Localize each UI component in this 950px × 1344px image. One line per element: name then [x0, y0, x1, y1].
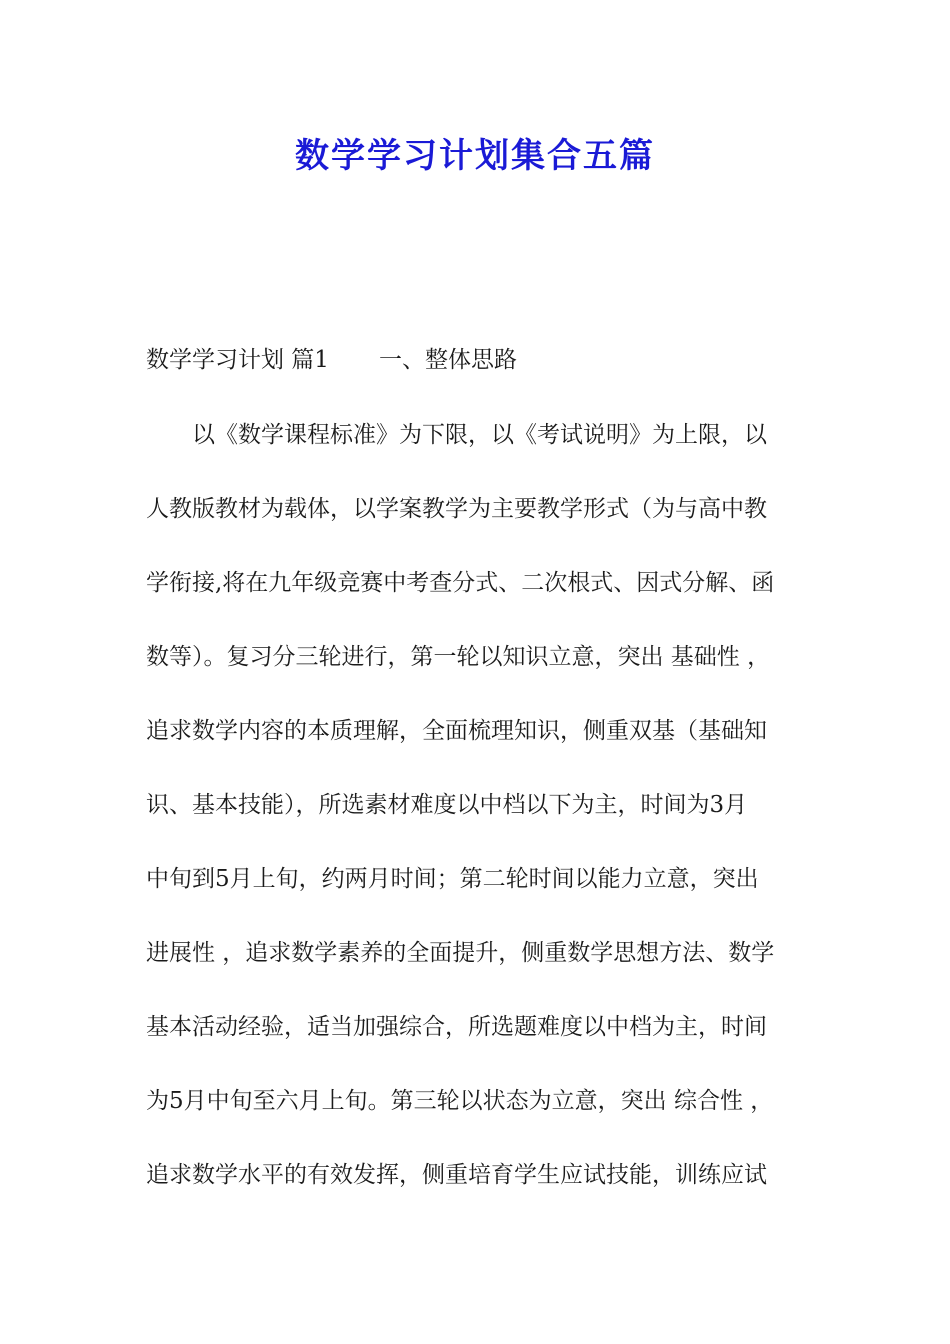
body-line: 基本活动经验，适当加强综合，所选题难度以中档为主，时间 [146, 1014, 767, 1040]
body-line: 为5月中旬至六月上旬。第三轮以状态为立意，突出 综合性 ， [146, 1088, 774, 1114]
body-line: 追求数学内容的本质理解，全面梳理知识，侧重双基（基础知 [146, 718, 767, 744]
section-heading-line [146, 345, 826, 375]
body-line: 中旬到5月上旬，约两月时间；第二轮时间以能力立意，突出 [146, 866, 759, 892]
body-line: 识、基本技能），所选素材难度以中档以下为主，时间为3月 [146, 792, 748, 818]
body-line: 数等）。复习分三轮进行，第一轮以知识立意，突出 基础性 ， [146, 644, 771, 670]
body-line: 进展性 ，追求数学素养的全面提升，侧重数学思想方法、数学 [146, 940, 775, 966]
body-line: 以《数学课程标准》为下限，以《考试说明》为上限，以 [146, 422, 767, 448]
body-line: 追求数学水平的有效发挥，侧重培育学生应试技能，训练应试 [146, 1162, 767, 1188]
body-line: 学衔接,将在九年级竞赛中考查分式、二次根式、因式分解、函 [146, 570, 775, 596]
document-title: 数学学习计划集合五篇 [295, 136, 655, 176]
body-line: 人教版教材为载体，以学案教学为主要教学形式（为与高中教 [146, 496, 767, 522]
section-heading: 数学学习计划 篇1 [146, 347, 329, 373]
subsection-heading: 一、整体思路 [378, 347, 517, 373]
